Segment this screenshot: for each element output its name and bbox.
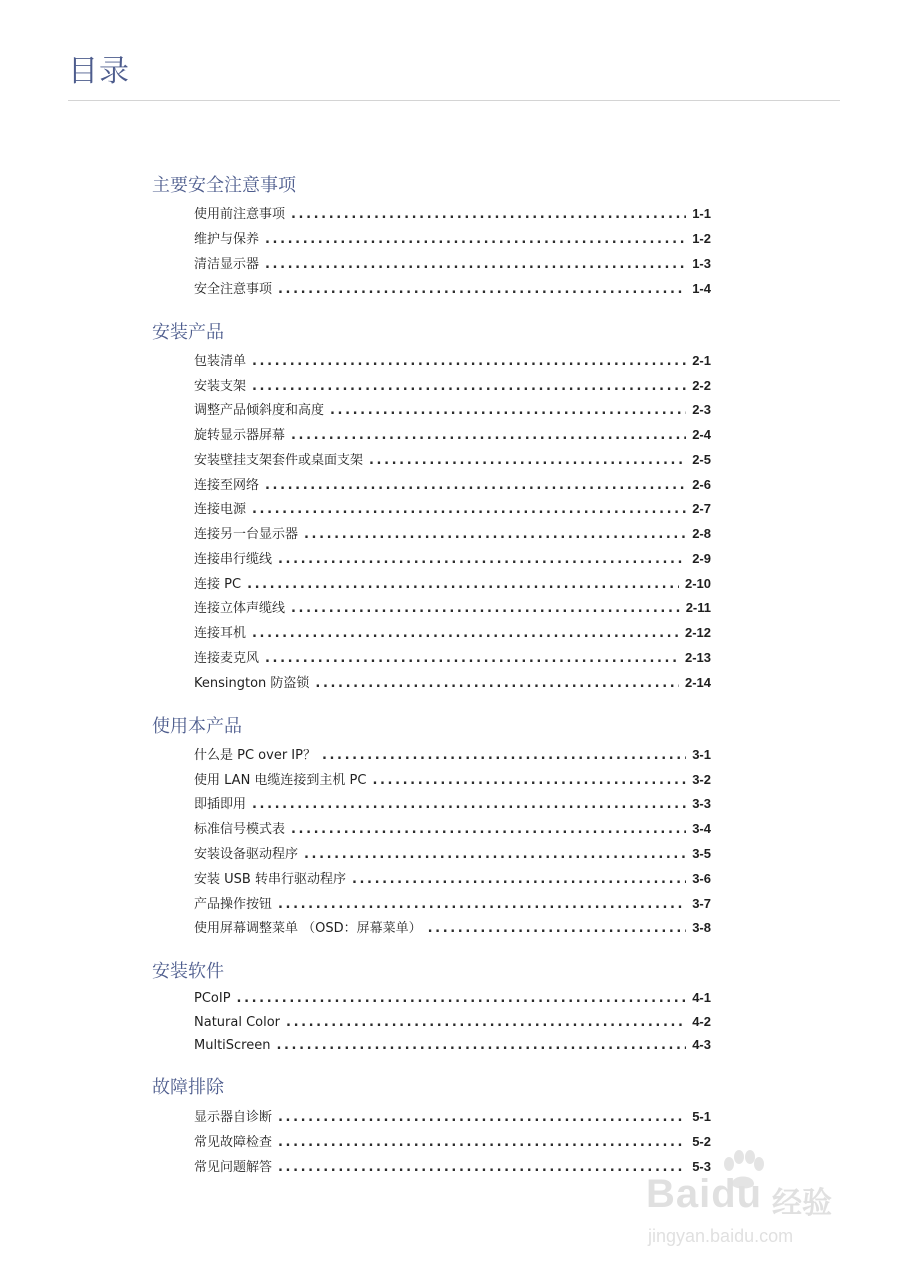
- toc-entry-page: 2-12: [684, 625, 711, 640]
- toc-entry-page: 2-10: [684, 576, 711, 591]
- toc-entry[interactable]: [194, 1012, 711, 1032]
- toc-entry-page: 2-3: [692, 402, 711, 417]
- dot-leader: [291, 820, 686, 840]
- dot-leader: [372, 771, 686, 791]
- dot-leader: [286, 1013, 686, 1033]
- toc-entry[interactable]: [194, 1132, 711, 1152]
- toc-entry-label: 使用屏幕调整菜单 （OSD：屏幕菜单）: [194, 921, 422, 936]
- toc-entry-label: 连接串行缆线: [194, 552, 273, 567]
- dot-leader: [291, 599, 680, 619]
- dot-leader: [265, 230, 686, 250]
- section-heading: 安装软件: [152, 961, 224, 982]
- toc-entry-label: 维护与保养: [194, 232, 260, 247]
- toc-entry[interactable]: [194, 425, 711, 445]
- toc-entry-label: 使用前注意事项: [194, 207, 286, 222]
- toc-entry-label: 安装设备驱动程序: [194, 847, 299, 862]
- section-heading: 安装产品: [152, 322, 224, 343]
- toc-entry-page: 2-5: [692, 452, 711, 467]
- dot-leader: [237, 989, 687, 1009]
- section-heading: 使用本产品: [152, 716, 242, 737]
- toc-entry-page: 3-5: [692, 846, 711, 861]
- dot-leader: [278, 895, 686, 915]
- toc-entry[interactable]: [194, 894, 711, 914]
- toc-entry-page: 2-1: [692, 353, 711, 368]
- toc-entry[interactable]: [194, 844, 711, 864]
- dot-leader: [291, 205, 686, 225]
- toc-entry-page: 3-3: [692, 796, 711, 811]
- dot-leader: [278, 1108, 686, 1128]
- dot-leader: [252, 624, 679, 644]
- toc-entry-label: 安装壁挂支架套件或桌面支架: [194, 453, 364, 468]
- toc-entry[interactable]: [194, 499, 711, 519]
- toc-entry[interactable]: [194, 229, 711, 249]
- toc-entry-label: 安装支架: [194, 379, 247, 394]
- dot-leader: [252, 795, 686, 815]
- toc-entry[interactable]: [194, 254, 711, 274]
- toc-entry-page: 5-1: [692, 1109, 711, 1124]
- dot-leader: [252, 500, 686, 520]
- toc-entry-label: 使用 LAN 电缆连接到主机 PC: [194, 773, 367, 788]
- toc-entry[interactable]: [194, 475, 711, 495]
- toc-entry[interactable]: [194, 869, 711, 889]
- dot-leader: [265, 255, 686, 275]
- toc-entry-label: 连接另一台显示器: [194, 527, 299, 542]
- toc-entry[interactable]: [194, 598, 711, 618]
- dot-leader: [278, 550, 686, 570]
- toc-entry[interactable]: [194, 794, 711, 814]
- toc-entry[interactable]: [194, 745, 711, 765]
- toc-entry[interactable]: [194, 400, 711, 420]
- toc-entry-label: 连接电源: [194, 502, 247, 517]
- dot-leader: [252, 352, 686, 372]
- dot-leader: [369, 451, 686, 471]
- toc-entry[interactable]: [194, 279, 711, 299]
- toc-entry[interactable]: [194, 574, 711, 594]
- dot-leader: [278, 1158, 686, 1178]
- toc-entry-page: 2-4: [692, 427, 711, 442]
- dot-leader: [315, 674, 679, 694]
- toc-entry-page: 4-2: [692, 1014, 711, 1029]
- dot-leader: [322, 746, 686, 766]
- dot-leader: [252, 377, 686, 397]
- toc-entry[interactable]: [194, 450, 711, 470]
- dot-leader: [330, 401, 686, 421]
- toc-entry-label: 标准信号模式表: [194, 822, 286, 837]
- toc-entry-page: 1-2: [692, 231, 711, 246]
- toc-entry-label: 连接至网络: [194, 478, 260, 493]
- toc-entry-page: 3-7: [692, 896, 711, 911]
- toc-entry-page: 3-4: [692, 821, 711, 836]
- toc-entry-page: 2-13: [684, 650, 711, 665]
- toc-entry-page: 3-6: [692, 871, 711, 886]
- dot-leader: [278, 1133, 686, 1153]
- toc-entry-page: 3-8: [692, 920, 711, 935]
- toc-entry-label: 什么是 PC over IP？: [194, 748, 316, 763]
- toc-entry[interactable]: [194, 988, 711, 1008]
- toc-entry-page: 5-3: [692, 1159, 711, 1174]
- toc-entry-label: 即插即用: [194, 797, 247, 812]
- toc-entry-label: 显示器自诊断: [194, 1110, 273, 1125]
- section-heading: 故障排除: [152, 1077, 224, 1098]
- toc-entry-label: 安装 USB 转串行驱动程序: [194, 872, 346, 887]
- toc-entry-label: 连接立体声缆线: [194, 601, 286, 616]
- toc-entry-label: 安全注意事项: [194, 282, 273, 297]
- toc-entry-label: 调整产品倾斜度和高度: [194, 403, 325, 418]
- toc-entry[interactable]: [194, 1107, 711, 1127]
- toc-entry[interactable]: [194, 204, 711, 224]
- toc-entry-page: 2-11: [685, 600, 711, 615]
- toc-entry[interactable]: [194, 770, 711, 790]
- watermark-logo-text: Baidu: [646, 1172, 763, 1216]
- toc-entry-page: 2-6: [692, 477, 711, 492]
- dot-leader: [278, 280, 686, 300]
- toc-entry[interactable]: [194, 648, 711, 668]
- toc-entry-page: 3-2: [692, 772, 711, 787]
- dot-leader: [247, 575, 679, 595]
- toc-entry-page: 3-1: [692, 747, 711, 762]
- toc-entry[interactable]: [194, 819, 711, 839]
- toc-entry-label: 产品操作按钮: [194, 897, 273, 912]
- toc-entry-page: 1-1: [692, 206, 711, 221]
- dot-leader: [352, 870, 686, 890]
- toc-entry-page: 2-8: [692, 526, 711, 541]
- dot-leader: [276, 1036, 686, 1056]
- toc-entry-label: PCoIP: [194, 991, 231, 1006]
- toc-entry[interactable]: [194, 918, 711, 938]
- toc-entry-label: 连接麦克风: [194, 651, 260, 666]
- toc-entry-label: 常见故障检查: [194, 1135, 273, 1150]
- toc-entry-label: Natural Color: [194, 1015, 281, 1030]
- toc-entry[interactable]: [194, 524, 711, 544]
- dot-leader: [304, 525, 686, 545]
- dot-leader: [291, 426, 686, 446]
- toc-entry-page: 1-3: [692, 256, 711, 271]
- toc-entry-label: 连接耳机: [194, 626, 247, 641]
- toc-entry[interactable]: [194, 351, 711, 371]
- toc-entry-page: 2-7: [692, 501, 711, 516]
- toc-entry-label: Kensington 防盗锁: [194, 676, 310, 691]
- toc-entry[interactable]: [194, 1157, 711, 1177]
- toc-entry[interactable]: [194, 1035, 711, 1055]
- toc-entry-label: MultiScreen: [194, 1038, 271, 1053]
- toc-entry-page: 4-3: [692, 1037, 711, 1052]
- toc-entry-label: 旋转显示器屏幕: [194, 428, 286, 443]
- toc-entry[interactable]: [194, 673, 711, 693]
- toc-entry[interactable]: [194, 376, 711, 396]
- toc-entry-page: 2-2: [692, 378, 711, 393]
- title-divider: [68, 100, 840, 101]
- toc-entry-label: 连接 PC: [194, 577, 242, 592]
- dot-leader: [265, 476, 686, 496]
- toc-entry-page: 2-9: [692, 551, 711, 566]
- dot-leader: [428, 919, 687, 939]
- toc-entry-label: 清洁显示器: [194, 257, 260, 272]
- watermark-brand-text: 经验: [772, 1186, 832, 1221]
- toc-entry-page: 2-14: [684, 675, 711, 690]
- toc-entry[interactable]: [194, 549, 711, 569]
- toc-entry-page: 4-1: [692, 990, 711, 1005]
- dot-leader: [304, 845, 686, 865]
- dot-leader: [265, 649, 679, 669]
- toc-entry-page: 1-4: [692, 281, 711, 296]
- baidu-watermark: [640, 1150, 860, 1260]
- watermark-url: jingyan.baidu.com: [648, 1226, 794, 1246]
- section-heading: 主要安全注意事项: [152, 175, 296, 196]
- page-title: 目录: [68, 54, 130, 89]
- toc-entry-label: 包装清单: [194, 354, 247, 369]
- toc-entry-label: 常见问题解答: [194, 1160, 273, 1175]
- toc-entry[interactable]: [194, 623, 711, 643]
- toc-entry-page: 5-2: [692, 1134, 711, 1149]
